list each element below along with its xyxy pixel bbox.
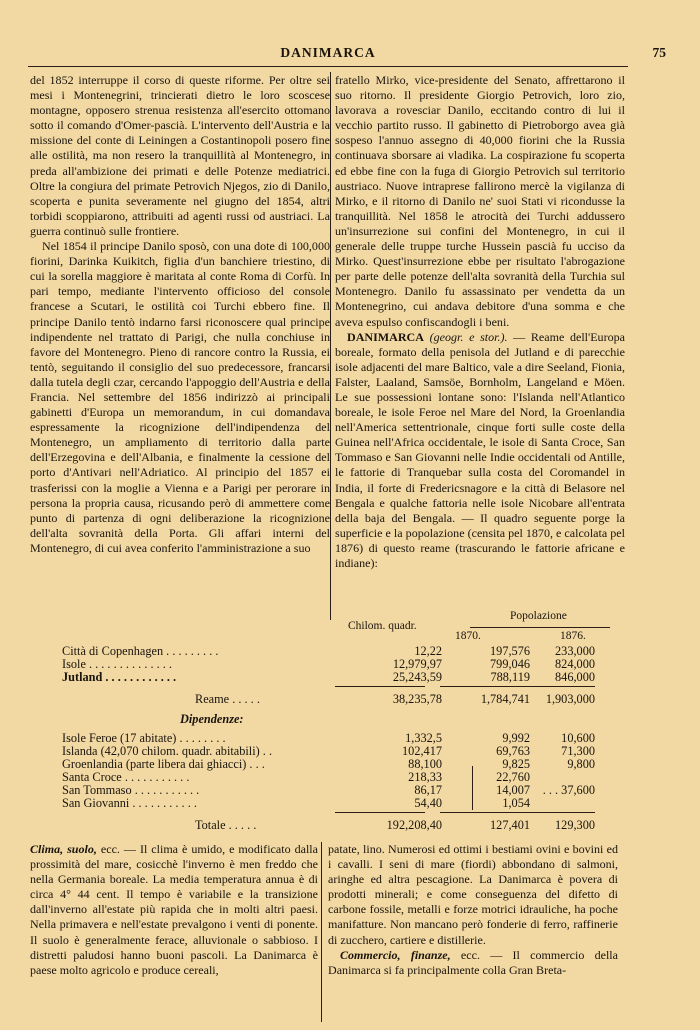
running-title: DANIMARCA xyxy=(280,45,376,60)
paragraph: patate, lino. Numerosi ed ottimi i bestiami ovini e bovini ed i cavalli. I seni di mare (fiordi) abbondano di salmoni, aringhe ed altra pescagione. La Danimarca è povera di prodotti minerali; e come conseguenza del difetto di carbone fossile, metalli e forze motrici idrauliche, ha poche manifatture. Non mancano però fonderie di ferro, raffinerie di zucchero, cartiere e distillerie. xyxy=(328,842,618,947)
page-header xyxy=(28,45,666,63)
entry-text: — Reame dell'Europa boreale, formato della penisola del Jutland e di parecchie isole adjacenti del mare Baltico, vale a dire Seeland, Fionia, Falster, Laaland, Samsöe, Bornholm, Langeland e Möen. Le sue possessioni lontane sono: l'Islanda nell'Atlantico boreale, le isole Feroe nel Mare del Nord, la Groenlandia nell'America settentrionale, cinque forti sulle coste della Guinea nell'Africa occidentale, le isole di Santa Croce, San Tommaso e San Giovanni nelle Indie occidentali od Antille, le fattorie di Tranquebar sulla costa del Coromandel in India, il forte di Fredericsnagore e la città di Belasore nel Bengala e qualche fattoria nelle isole Nicobare all'entrata della baja del Bengala. — Il quadro seguente porge la superficie e la popolazione (censita pel 1870, e calcolata pel 1876) di questo reame (trascurando le fattorie africane e indiane): xyxy=(335,329,625,570)
header-brace xyxy=(470,627,610,628)
header-1876: 1876. xyxy=(560,630,586,642)
header-1870: 1870. xyxy=(455,630,481,642)
column-bottom-left xyxy=(30,842,318,978)
column-divider xyxy=(321,842,322,1022)
section-head: Commercio, finanze, xyxy=(340,947,451,962)
paragraph: Nel 1854 il principe Danilo sposò, con una dote di 100,000 fiorini, Darinka Kuikitch, figlia d'un banchiere triestino, di cui la sorella maggiore è maritata al conte Roma di Corfù. In pari tempo, mediante l'intervento officioso del console francese a Scutari, le ostilità coi Turchi ebbero fine. Il principe Danilo tentò indarno farsi riconoscere qual principe indipendente nel trattato di Parigi, che nulla conchiuse in favore del Montenegro. Pieno di rancore contro la Russia, ei tentò, seguitando il consiglio del suo predecessore, francarsi dalla tutela degli czar, cercando l'appoggio dell'Austria e della Francia. Nel settembre del 1856 indirizzò ai principali gabinetti d'Europa un memorandum, in cui domandava espressamente la ricognizione dell'indipendenza del Montenegro, un ampliamento di territorio dalla parte dell'Erzegovina e dell'Albania, e finalmente la cessione del porto d'Antivari nell'Adriatico. Al principio del 1857 ei trasferissi con la moglie a Vienna e a Parigi per perorare in persona la propria causa, ricusando però di ammettere come punto di partenza di ogni deliberazione la ricognizione dell'alta sovranità della Porta. Gli affari interni del Montenegro, di cui avea conferito l'amministrazione a suo xyxy=(30,239,330,555)
entry-tag: (geogr. e stor.). xyxy=(429,329,508,344)
header-chilom: Chilom. quadr. xyxy=(348,620,417,632)
entry-headword: DANIMARCA xyxy=(347,329,424,344)
column-divider xyxy=(330,72,331,620)
header-rule xyxy=(28,66,628,67)
section-head: Clima, suolo, xyxy=(30,842,97,856)
bracket xyxy=(472,766,473,810)
column-bottom-right xyxy=(328,842,618,978)
column-right xyxy=(335,73,625,571)
dipendenze-title: Dipendenze: xyxy=(180,712,244,726)
paragraph: Commercio, finanze, ecc. — Il commercio della Danimarca si fa principalmente colla Gran Breta- xyxy=(328,947,619,977)
population-table: Popolazione Chilom. quadr. 1870. 1876. Città di Copenhagen . . . . . . . . . 12,22 197,576 233,000 Isole . . . . . . . . . . . . . . 12,979,97 799,046 824,000 Jutland . . . . . . . . . . . . 25,243,59 788,119 846,000 Reame . . . . . 38,235,78 1,784,741 1,903,000 Dipendenze: Isole Feroe (17 abitate) . . . . . . . . 1,332,5 9,992 10,600 Islanda (42,070 chilom. quadr. abitabili) . . 102,417 69,763 71,300 Groenlandia (parte libera dai ghiacci) . . . 88,100 9,825 9,800 Santa Croce . . . . . . . . . . . 218,33 22,760 San Tommaso . . . . . . . . . . . 86,17 14,007 . . . 37,600 San Giovanni . . . . . . . . . . . 54,40 1,054 Totale . . . . . 192,208,40 127,401 129,300 xyxy=(30,606,650,846)
paragraph: Clima, suolo, ecc. — Il clima è umido, e modificato dalla prossimità del mare, cosicchè l'inverno è men freddo che nella Germania boreale. La media temperatura annua è di circa 4° 44 cent. Il tempo è variabile e la transizione dall'inverno all'estate più rapida che in molti altri paesi. Nella primavera e nell'estate prevalgono i venti di ponente. Il suolo è generalmente ferace, alluvionale o sabbioso. I distretti paludosi hanno buoni pascoli. La Danimarca è paese molto agricolo e produce cereali, xyxy=(30,842,318,977)
header-popolazione: Popolazione xyxy=(510,610,567,622)
entry-paragraph xyxy=(335,330,625,572)
column-left xyxy=(30,73,330,556)
paragraph: fratello Mirko, vice-presidente del Senato, affrettarono il suo ritorno. Il presidente Giorgio Petrovich, loro zio, lavorava a rovesciar Danilo, eccitando contro di lui il vecchio partito russo. Il gabinetto di Pietroborgo avea già sospeso l'annuo assegno di 40,000 fiorini che la Russia continuava sborsare ai vladika. La cospirazione fu scoperta ed ebbe fine con la fuga di Giorgio Petrovich sul territorio austriaco. Nuove intraprese fallirono mercè la vigilanza di Mirko, e il ritorno di Danilo ne' suoi Stati vi ricondusse la tranquillità. Nel 1858 le atrocità dei Turchi addussero un'insurrezione sui confini del Montenegro, in cui il generale delle truppe turche Hussein pascià fu ucciso da Mirko. Quest'insurrezione ebbe per risultato l'abrogazione per parte delle potenze dell'alta sovranità della Turchia sul Montenegro. Danilo fu assassinato per vendetta da un Montenegrino, cui andava debitore d'una somma e che aveva espulso confiscandogli i beni. xyxy=(335,73,625,329)
page-number: 75 xyxy=(652,45,666,60)
paragraph: del 1852 interruppe il corso di queste riforme. Per oltre sei mesi i Montenegrini, trincierati dietro le loro scoscese montagne, opposero strenua resistenza all'esercito ottomano sotto il comando d'Omer-pascià. L'intervento dell'Austria e la missione del conte di Leiningen a Costantinopoli posero fine alle ostilità, ma non resero la tranquillità al Montenegro, in preda all'ambizione dei primati e delle Potenze mediatrici. Oltre la congiura del primate Petrovich Njegos, zio di Danilo, scoperta e punita severamente nel giugno del 1854, altri torbidi scoppiarono, attribuiti ad agenti russi od austriaci. La guerra continuò sulle frontiere. xyxy=(30,73,330,238)
